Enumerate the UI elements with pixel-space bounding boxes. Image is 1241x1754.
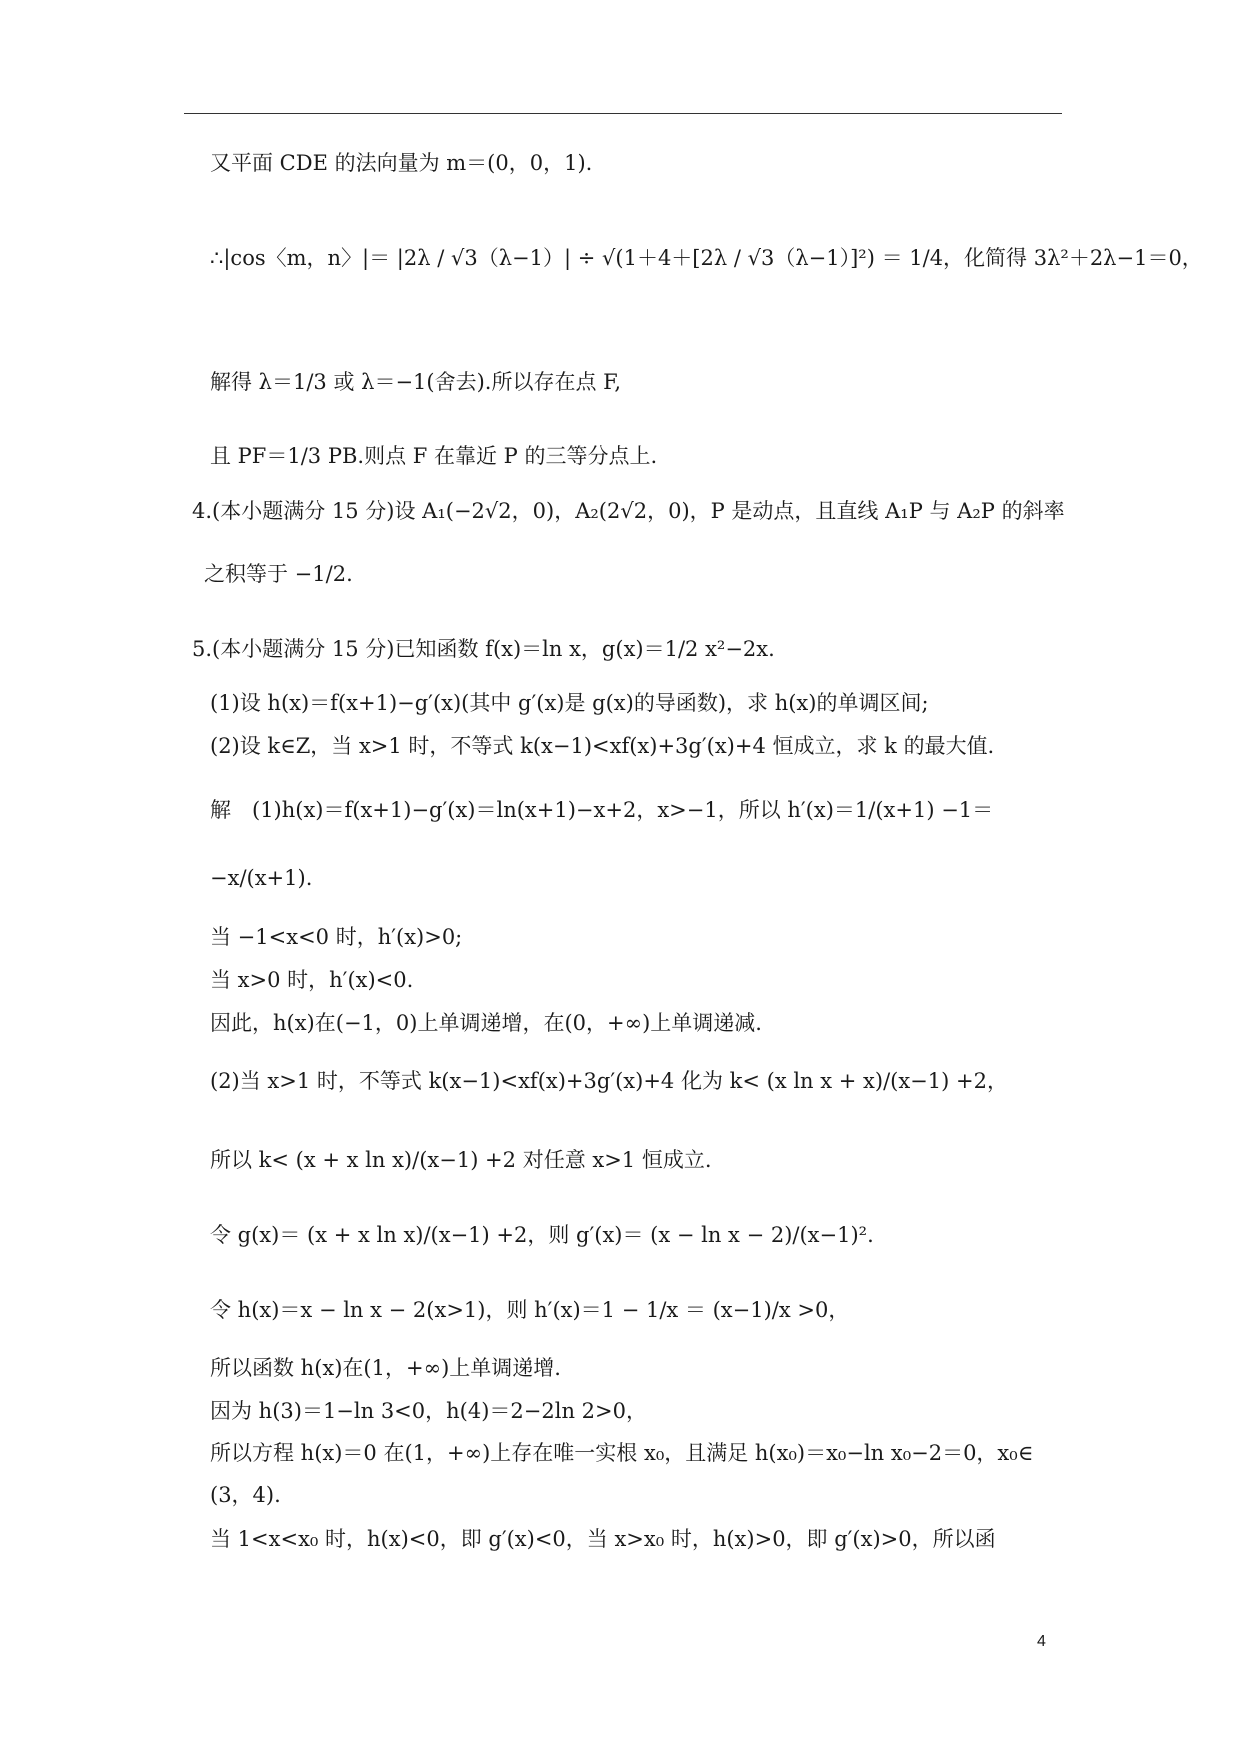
text-line: 4.(本小题满分 15 分)设 A₁(−2√2，0)，A₂(2√2，0)，P 是动点，且直线 A₁P 与 A₂P 的斜率 bbox=[192, 499, 1065, 523]
header-rule bbox=[184, 113, 1062, 114]
text-line: 因为 h(3)＝1−ln 3<0，h(4)＝2−2ln 2>0， bbox=[210, 1399, 647, 1423]
text-line: 当 −1<x<0 时，h′(x)>0; bbox=[210, 925, 463, 949]
text-line: ∴|cos〈m，n〉|＝ |2λ / √3（λ−1）| ÷ √(1＋4＋[2λ / √3（λ−1）]²) ＝ 1/4，化简得 3λ²＋2λ−1＝0， bbox=[210, 246, 1203, 270]
text-line: 令 g(x)＝ (x + x ln x)/(x−1) +2，则 g′(x)＝ (x − ln x − 2)/(x−1)². bbox=[210, 1223, 874, 1247]
text-line: 令 h(x)＝x − ln x − 2(x>1)，则 h′(x)＝1 − 1/x ＝ (x−1)/x >0， bbox=[210, 1298, 850, 1322]
text-line: 且 PF＝1/3 PB.则点 F 在靠近 P 的三等分点上. bbox=[210, 444, 658, 468]
text-line: 当 1<x<x₀ 时，h(x)<0，即 g′(x)<0，当 x>x₀ 时，h(x)>0，即 g′(x)>0，所以函 bbox=[210, 1527, 996, 1551]
text-line: (3，4). bbox=[210, 1483, 281, 1507]
text-line: 因此，h(x)在(−1，0)上单调递增，在(0，+∞)上单调递减. bbox=[210, 1011, 762, 1035]
text-line: (2)设 k∈Z，当 x>1 时，不等式 k(x−1)<xf(x)+3g′(x)+4 恒成立，求 k 的最大值. bbox=[210, 734, 995, 758]
text-line: (1)设 h(x)＝f(x+1)−g′(x)(其中 g′(x)是 g(x)的导函数)，求 h(x)的单调区间; bbox=[210, 691, 929, 715]
text-line: 解得 λ＝1/3 或 λ＝−1(舍去).所以存在点 F, bbox=[210, 370, 622, 394]
text-line: 当 x>0 时，h′(x)<0. bbox=[210, 968, 414, 992]
text-line: 又平面 CDE 的法向量为 m＝(0，0，1). bbox=[210, 151, 593, 175]
text-line: 所以函数 h(x)在(1，+∞)上单调递增. bbox=[210, 1356, 561, 1380]
text-line: −x/(x+1). bbox=[210, 866, 313, 890]
text-line: (2)当 x>1 时，不等式 k(x−1)<xf(x)+3g′(x)+4 化为 k< (x ln x + x)/(x−1) +2， bbox=[210, 1069, 1008, 1093]
text-line: 解 (1)h(x)＝f(x+1)−g′(x)＝ln(x+1)−x+2，x>−1，所以 h′(x)＝1/(x+1) −1＝ bbox=[210, 798, 994, 822]
text-line: 所以方程 h(x)＝0 在(1，+∞)上存在唯一实根 x₀，且满足 h(x₀)＝x₀−ln x₀−2＝0，x₀∈ bbox=[210, 1441, 1034, 1465]
text-line: 之积等于 −1/2. bbox=[204, 562, 353, 586]
page-number: 4 bbox=[1037, 1633, 1046, 1650]
text-line: 所以 k< (x + x ln x)/(x−1) +2 对任意 x>1 恒成立. bbox=[210, 1148, 712, 1172]
text-line: 5.(本小题满分 15 分)已知函数 f(x)＝ln x，g(x)＝1/2 x²−2x. bbox=[192, 637, 775, 661]
